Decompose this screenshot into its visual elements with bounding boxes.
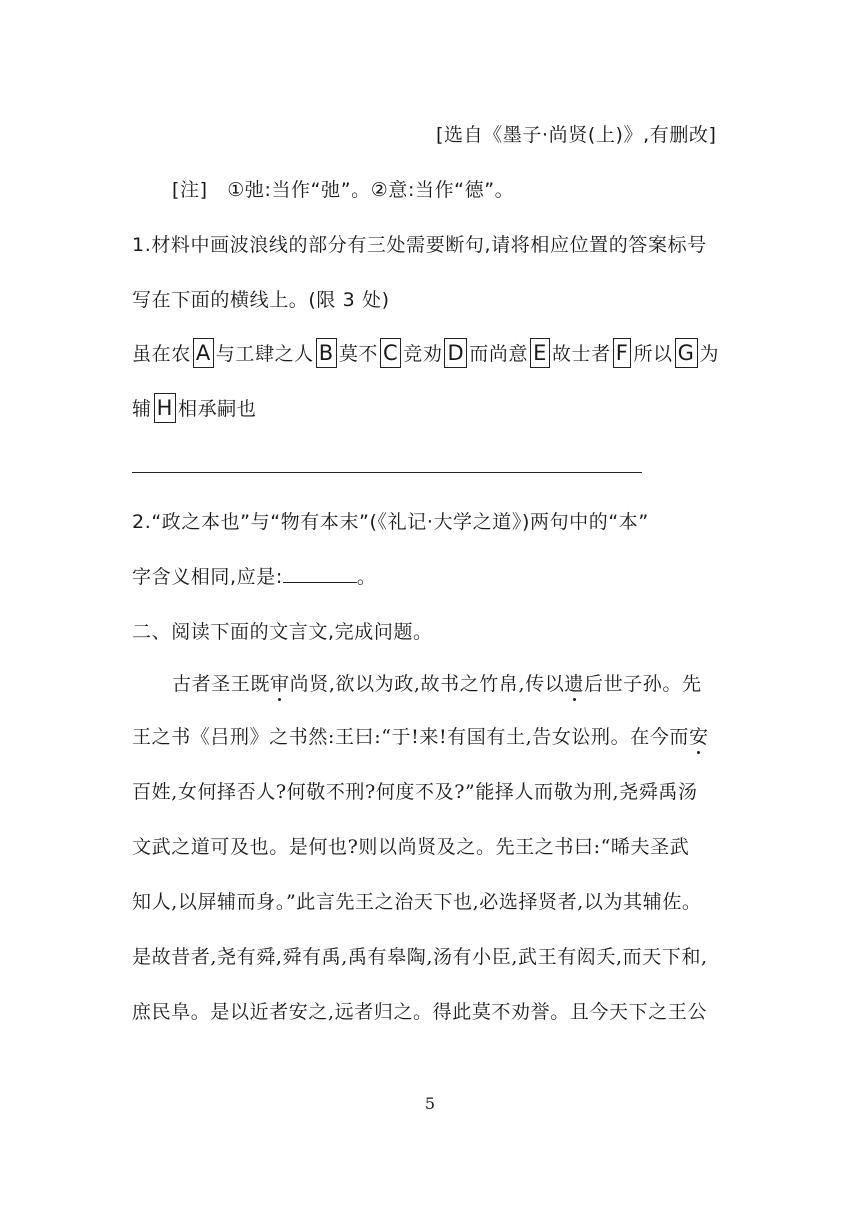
break-option-c[interactable]: C [380, 338, 401, 368]
answer-line[interactable] [132, 472, 642, 473]
page-number: 5 [424, 1094, 436, 1113]
segment: 为 [699, 343, 720, 365]
passage-text: 古者圣王既 [172, 673, 271, 695]
passage-text: 尚贤,欲以为政,故书之竹帛,传以 [289, 673, 565, 695]
annotation-note: [注] ①弛:当作“弛”。②意:当作“德”。 [172, 179, 515, 201]
question-2-line-1: 2.“政之本也”与“物有本末”(《礼记·大学之道》)两句中的“本” [132, 511, 649, 533]
question-1-line-2: 写在下面的横线上。(限 3 处) [132, 289, 390, 311]
punctuation-exercise-line-2 [132, 393, 256, 423]
segment: 所以 [633, 343, 673, 365]
dotted-word-yi: 遗 [564, 673, 584, 695]
break-option-b[interactable]: B [316, 338, 337, 368]
passage-text: 后世子孙。先 [583, 673, 702, 695]
segment: 莫不 [338, 343, 379, 365]
passage-line-6: 是故昔者,尧有舜,舜有禹,禹有皋陶,汤有小臣,武王有闳夭,而天下和, [132, 946, 708, 968]
section-2-heading: 二、阅读下面的文言文,完成问题。 [132, 621, 433, 643]
break-option-h[interactable]: H [154, 393, 176, 423]
question-1-line-1: 1.材料中画波浪线的部分有三处需要断句,请将相应位置的答案标号 [132, 234, 707, 256]
break-option-g[interactable]: G [675, 338, 698, 368]
passage-text: 王之书《吕刑》之书然:王曰:“于!来!有国有土,告女讼刑。在今而 [132, 726, 690, 748]
dotted-word-shen: 审 [270, 673, 290, 695]
question-2-line-2 [132, 562, 376, 589]
segment: 而尚意 [469, 343, 529, 365]
passage-line-7: 庶民阜。是以近者安之,远者归之。得此莫不劝誉。且今天下之王公 [132, 1001, 708, 1023]
passage-line-4: 文武之道可及也。是何也?则以尚贤及之。先王之书曰:“晞夫圣武 [132, 836, 690, 858]
passage-line-3: 百姓,女何择否人?何敬不刑?何度不及?”能择人而敬为刑,尧舜禹汤 [132, 781, 698, 803]
passage-line-5: 知人,以屏辅而身。”此言先王之治天下也,必选择贤者,以为其辅佐。 [132, 891, 702, 913]
question-2-prompt: 字含义相同,应是: [132, 566, 283, 588]
source-citation: [选自《墨子·尚贤(上)》,有删改] [436, 124, 717, 146]
break-option-a[interactable]: A [193, 338, 214, 368]
break-option-e[interactable]: E [530, 338, 550, 368]
segment: 与工肆之人 [215, 343, 314, 365]
break-option-d[interactable]: D [444, 338, 467, 368]
segment: 竞劝 [403, 343, 443, 365]
break-option-f[interactable]: F [613, 338, 632, 368]
question-2-end: 。 [356, 566, 377, 588]
segment: 故士者 [551, 343, 611, 365]
segment: 相承嗣也 [178, 398, 257, 420]
answer-blank[interactable] [283, 564, 357, 583]
punctuation-exercise-line-1 [132, 338, 719, 368]
segment: 虽在农 [132, 343, 191, 365]
dotted-word-an: 安 [689, 726, 709, 748]
passage-line-2 [132, 722, 709, 749]
passage-line-1 [172, 669, 702, 696]
segment: 辅 [132, 398, 152, 420]
